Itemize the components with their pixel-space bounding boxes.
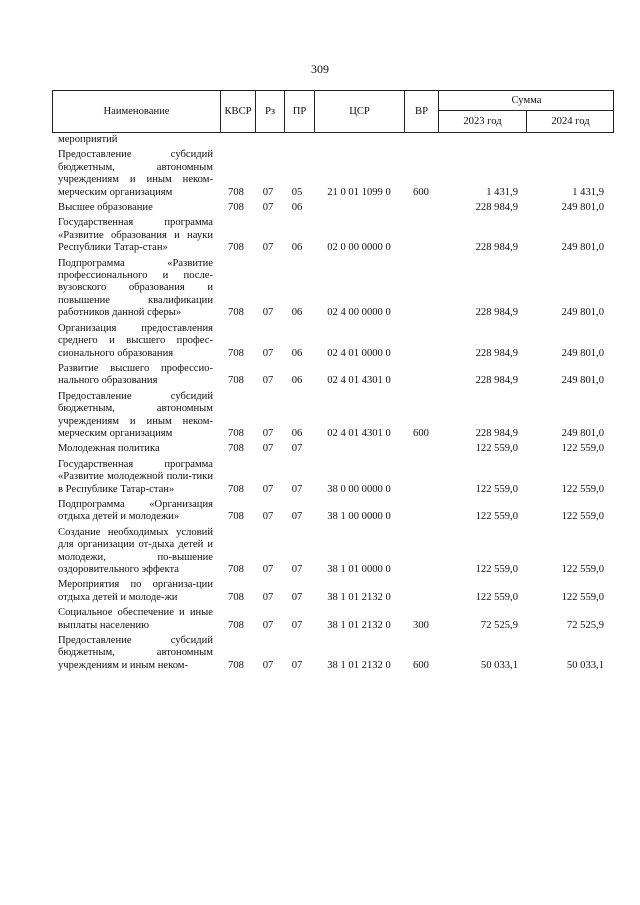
row-vr: 600 <box>413 659 429 671</box>
row-pr: 07 <box>291 483 303 495</box>
header-pr: ПР <box>284 91 314 132</box>
row-name: Подпрограмма «Развитие профессионального и после-вузовского образования и повышение квалификации работников данной сферы» <box>58 257 213 319</box>
row-s2024: 122 559,0 <box>561 511 604 523</box>
row-rz: 07 <box>262 564 274 575</box>
row-kvsr: 708 <box>228 511 244 523</box>
row-csr: 02 4 00 0000 0 <box>327 307 391 319</box>
row-name: Высшее образование <box>58 202 153 214</box>
row-s2024: 249 801,0 <box>561 307 604 319</box>
table-row <box>52 496 614 524</box>
row-kvsr: 708 <box>228 619 244 631</box>
row-csr: 38 1 01 0000 0 <box>327 564 391 575</box>
row-rz: 07 <box>262 443 274 455</box>
row-pr: 06 <box>291 347 303 359</box>
row-name: Предоставление субсидий бюджетным, автономным учреждениям и иным неком-мерческим организациям <box>58 390 213 439</box>
table-row <box>52 524 614 577</box>
row-rz: 07 <box>262 483 274 495</box>
row-name: Развитие высшего профессио-нального образования <box>58 362 213 387</box>
row-pr: 06 <box>291 375 303 387</box>
row-s2023: 122 559,0 <box>475 591 518 603</box>
header-name: Наименование <box>52 91 220 132</box>
row-s2024: 249 801,0 <box>561 242 604 254</box>
row-pr: 07 <box>291 564 303 575</box>
row-pr: 07 <box>291 659 303 671</box>
row-kvsr: 708 <box>228 427 244 439</box>
row-vr: 300 <box>413 619 429 631</box>
row-s2024: 249 801,0 <box>561 202 604 214</box>
row-s2023: 228 984,9 <box>475 427 518 439</box>
row-kvsr: 708 <box>228 591 244 603</box>
row-s2023: 1 431,9 <box>486 186 518 198</box>
row-csr: 38 1 00 0000 0 <box>327 511 391 523</box>
row-rz: 07 <box>262 427 274 439</box>
row-rz: 07 <box>262 619 274 631</box>
table-row <box>52 199 614 214</box>
row-s2024: 72 525,9 <box>566 619 604 631</box>
row-vr: 600 <box>413 186 429 198</box>
table-body <box>52 131 614 672</box>
table-row <box>52 214 614 254</box>
row-s2023: 228 984,9 <box>475 202 518 214</box>
row-name: Молодежная политика <box>58 443 160 455</box>
row-s2024: 122 559,0 <box>561 483 604 495</box>
header-csr: ЦСР <box>314 91 404 132</box>
row-s2024: 122 559,0 <box>561 443 604 455</box>
row-s2023: 122 559,0 <box>475 564 518 575</box>
row-csr: 38 1 01 2132 0 <box>327 591 391 603</box>
table-row <box>52 146 614 199</box>
row-s2023: 228 984,9 <box>475 307 518 319</box>
row-kvsr: 708 <box>228 564 244 575</box>
row-csr: 02 4 01 4301 0 <box>327 375 391 387</box>
header-kvsr: КВСР <box>220 91 255 132</box>
row-rz: 07 <box>262 307 274 319</box>
header-right-border <box>613 91 614 132</box>
table-row <box>52 456 614 496</box>
row-s2024: 249 801,0 <box>561 375 604 387</box>
row-pr: 05 <box>291 186 303 198</box>
header-vr: ВР <box>404 91 438 132</box>
row-s2023: 122 559,0 <box>475 483 518 495</box>
row-csr: 38 0 00 0000 0 <box>327 483 391 495</box>
table-row <box>52 131 614 146</box>
row-kvsr: 708 <box>228 307 244 319</box>
table-row <box>52 388 614 441</box>
row-name: Организация предоставления среднего и высшего профес-сионального образования <box>58 322 213 359</box>
row-pr: 07 <box>291 591 303 603</box>
row-rz: 07 <box>262 242 274 254</box>
row-s2024: 50 033,1 <box>566 659 604 671</box>
row-csr: 02 4 01 0000 0 <box>327 347 391 359</box>
row-csr: 38 1 01 2132 0 <box>327 659 391 671</box>
row-kvsr: 708 <box>228 483 244 495</box>
row-pr: 06 <box>291 202 303 214</box>
row-s2023: 228 984,9 <box>475 375 518 387</box>
table-row <box>52 255 614 320</box>
row-kvsr: 708 <box>228 202 244 214</box>
table-row <box>52 440 614 455</box>
row-csr: 02 4 01 4301 0 <box>327 427 391 439</box>
table-header <box>52 90 614 133</box>
row-s2024: 122 559,0 <box>561 564 604 575</box>
row-name: Создание необходимых условий для организации от-дыха детей и молодежи, по-вышение оздоровительного эффекта <box>58 526 213 575</box>
row-pr: 07 <box>291 443 303 455</box>
row-rz: 07 <box>262 186 274 198</box>
row-vr: 600 <box>413 427 429 439</box>
header-year-2024: 2024 год <box>526 111 614 132</box>
row-s2024: 122 559,0 <box>561 591 604 603</box>
row-kvsr: 708 <box>228 347 244 359</box>
row-kvsr: 708 <box>228 242 244 254</box>
row-name: Мероприятия по организа-ции отдыха детей и молоде-жи <box>58 579 213 603</box>
row-name: Предоставление субсидий бюджетным, автономным учреждениям и иным неком- <box>58 635 213 671</box>
row-name: Подпрограмма «Организация отдыха детей и молодежи» <box>58 498 213 523</box>
row-s2023: 50 033,1 <box>480 659 518 671</box>
row-pr: 06 <box>291 427 303 439</box>
row-s2023: 72 525,9 <box>480 619 518 631</box>
row-csr: 38 1 01 2132 0 <box>327 619 391 631</box>
table-row <box>52 360 614 388</box>
row-s2024: 249 801,0 <box>561 427 604 439</box>
row-s2024: 1 431,9 <box>572 186 604 198</box>
table-row <box>52 632 614 672</box>
row-name: Социальное обеспечение и иные выплаты населению <box>58 607 213 631</box>
row-kvsr: 708 <box>228 443 244 455</box>
row-rz: 07 <box>262 659 274 671</box>
header-year-2023: 2023 год <box>438 111 526 132</box>
row-kvsr: 708 <box>228 375 244 387</box>
page-number: 309 <box>311 62 329 76</box>
header-rz: Рз <box>255 91 284 132</box>
table-row <box>52 576 614 604</box>
row-kvsr: 708 <box>228 659 244 671</box>
row-kvsr: 708 <box>228 186 244 198</box>
row-s2024: 249 801,0 <box>561 347 604 359</box>
header-sum: Сумма <box>438 91 614 111</box>
row-rz: 07 <box>262 375 274 387</box>
row-name: мероприятий <box>58 134 118 145</box>
row-pr: 06 <box>291 307 303 319</box>
row-rz: 07 <box>262 591 274 603</box>
row-csr: 21 0 01 1099 0 <box>327 186 391 198</box>
table-row <box>52 604 614 632</box>
row-pr: 07 <box>291 511 303 523</box>
table-row <box>52 320 614 360</box>
row-pr: 06 <box>291 242 303 254</box>
row-rz: 07 <box>262 202 274 214</box>
row-name: Предоставление субсидий бюджетным, автономным учреждениям и иным неком-мерческим организациям <box>58 149 213 198</box>
row-rz: 07 <box>262 347 274 359</box>
row-csr: 02 0 00 0000 0 <box>327 242 391 254</box>
row-name: Государственная программа «Развитие образования и науки Республики Татар-стан» <box>58 217 213 254</box>
row-s2023: 228 984,9 <box>475 347 518 359</box>
row-pr: 07 <box>291 619 303 631</box>
row-s2023: 228 984,9 <box>475 242 518 254</box>
row-s2023: 122 559,0 <box>475 511 518 523</box>
row-rz: 07 <box>262 511 274 523</box>
row-s2023: 122 559,0 <box>475 443 518 455</box>
row-name: Государственная программа «Развитие молодежной поли-тики в Республике Татар-стан» <box>58 458 213 495</box>
